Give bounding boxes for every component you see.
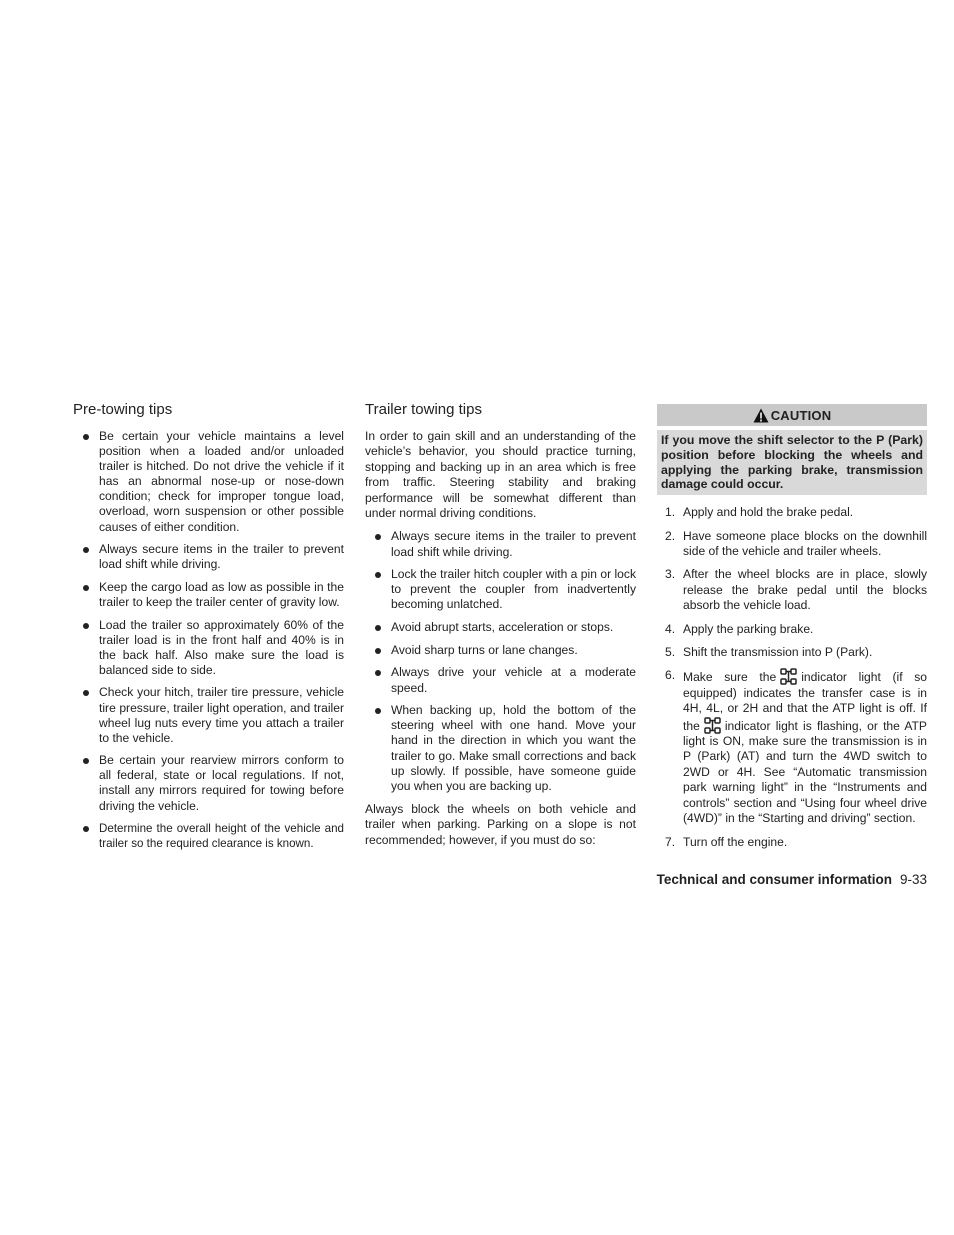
caution-text: If you move the shift selector to the P (Park) position before blocking the wheels and applying the parking brake, transmission damage could occur. [657, 430, 927, 495]
list-item: Load the trailer so approximately 60% of the trailer load is in the front half and 40% is in the back half. Also make sure the load is balanced side to side. [73, 618, 344, 678]
list-item: When backing up, hold the bottom of the steering wheel with one hand. Move your hand in the direction in which you want the trailer to go. Make small corrections and back up slowly. If possible, have someone guide you when you are backing up. [365, 703, 636, 794]
list-item: Always secure items in the trailer to prevent load shift while driving. [73, 542, 344, 572]
bullet-icon [83, 547, 89, 553]
list-item: Avoid sharp turns or lane changes. [365, 643, 636, 658]
bullet-icon [83, 623, 89, 629]
trailer-towing-section [365, 400, 636, 848]
bullet-icon [375, 534, 381, 540]
bullet-icon [375, 625, 381, 631]
list-item: 7. Turn off the engine. [665, 834, 788, 849]
list-item: Check your hitch, trailer tire pressure, vehicle tire pressure, trailer light operation, and trailer wheel lug nuts every time you attach a trailer to the vehicle. [73, 685, 344, 745]
bullet-icon [83, 690, 89, 696]
list-item: Avoid abrupt starts, acceleration or stops. [365, 620, 636, 635]
trailer-intro: In order to gain skill and an understanding of the vehicle’s behavior, you should practice turning, stopping and backing up in an area which is free from traffic. Steering stability and braking performance will be somewhat different than under normal driving conditions. [365, 429, 636, 521]
caution-title: CAUTION [770, 407, 832, 423]
list-item: 3. After the wheel blocks are in place, slowly release the brake pedal until the blocks absorb the vehicle load. [665, 567, 927, 613]
list-item: Always secure items in the trailer to prevent load shift while driving. [365, 529, 636, 559]
list-item: Be certain your vehicle maintains a level position when a loaded and/or unloaded trailer is hitched. Do not drive the vehicle if it has an abnormal nose-up or nose-down condition; check for improper tongue load, overload, worn suspension or other possible causes of either condition. [73, 429, 344, 535]
pretowing-heading: Pre-towing tips [73, 401, 173, 418]
trailer-heading: Trailer towing tips [365, 401, 482, 418]
caution-header [657, 404, 927, 426]
4wd-indicator-icon [780, 668, 797, 685]
list-item: Lock the trailer hitch coupler with a pin or lock to prevent the coupler from inadvertently becoming unlatched. [365, 567, 636, 612]
pretowing-section [73, 400, 344, 859]
bullet-icon [83, 434, 89, 440]
bullet-icon [83, 758, 89, 764]
bullet-icon [375, 708, 381, 714]
trailer-list [365, 529, 636, 793]
bullet-icon [83, 826, 89, 832]
warning-triangle-icon [753, 408, 769, 423]
caution-box [657, 404, 927, 495]
4wd-indicator-icon [704, 717, 721, 734]
trailer-outro: Always block the wheels on both vehicle and trailer when parking. Parking on a slope is not recommended; however, if you must do so: [365, 801, 636, 847]
bullet-icon [375, 648, 381, 654]
page-number: 9-33 [899, 872, 927, 887]
list-item: 2. Have someone place blocks on the downhill side of the vehicle and trailer wheels. [665, 528, 927, 558]
pretowing-list [73, 429, 344, 851]
list-item: Determine the overall height of the vehicle and trailer so the required clearance is known. [73, 821, 344, 851]
list-item: Always drive your vehicle at a moderate speed. [365, 665, 636, 695]
list-item: 6. Make sure the indicator light (if so equipped) indicates the transfer case is in 4H, 4L, or 2H and that the ATP light is off. If the indicator light is flashing, or the ATP light is ON, make sure the transmission is in P (Park) (AT) and turn the 4WD switch to 2WD or 4H. See “Automatic transmission park warning light” in the “Instruments and controls” section and “Using four wheel drive (4WD)” in the “Starting and driving” section. [665, 668, 927, 826]
list-item: 4. Apply the parking brake. [665, 621, 814, 636]
list-item: Keep the cargo load as low as possible in the trailer to keep the trailer center of gravity low. [73, 580, 344, 610]
bullet-icon [83, 585, 89, 591]
page-footer [600, 871, 927, 889]
list-item: Be certain your rearview mirrors conform to all federal, state or local regulations. If not, install any mirrors required for towing before driving the vehicle. [73, 753, 344, 813]
list-item: 1. Apply and hold the brake pedal. [665, 505, 854, 520]
footer-section-title: Technical and consumer information [656, 872, 892, 887]
parking-steps [657, 505, 927, 850]
bullet-icon [375, 572, 381, 578]
parking-section [657, 404, 927, 858]
bullet-icon [375, 670, 381, 676]
list-item: 5. Shift the transmission into P (Park). [665, 645, 873, 660]
